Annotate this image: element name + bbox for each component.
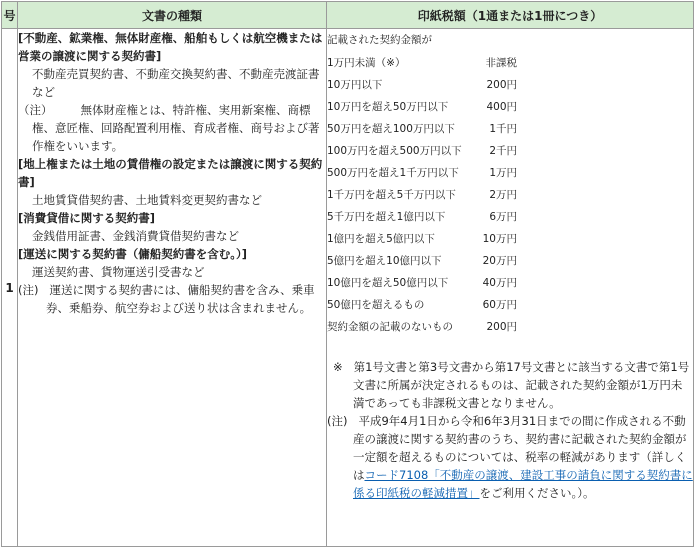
tax-intro: 記載された契約金額が [327, 34, 432, 46]
tax-bracket-row [327, 96, 693, 118]
reduction-note [327, 412, 693, 502]
header-stamp-tax: 印紙税額（1通または1冊につき） [327, 2, 694, 29]
tax-bracket-row [327, 316, 693, 338]
reduction-code-link[interactable]: コード7108「不動産の譲渡、建設工事の請負に関する契約書に係る印紙税の軽減措置」 [353, 468, 693, 500]
document-types-cell [18, 29, 327, 547]
category-title: [消費貸借に関する契約書] [18, 211, 156, 225]
bracket-amount: 40万円 [482, 277, 517, 289]
tax-bracket-row [327, 140, 693, 162]
bracket-label: 契約金額の記載のないもの [327, 321, 453, 333]
bracket-label: 500万円を超え1千万円以下 [327, 167, 459, 179]
category-title: [運送に関する契約書（傭船契約書を含む。）] [18, 247, 248, 261]
bracket-label: 1千万円を超え5千万円以下 [327, 189, 456, 201]
category-title: [不動産、鉱業権、無体財産権、船舶もしくは航空機または営業の譲渡に関する契約書] [18, 31, 323, 63]
bracket-label: 10万円以下 [327, 79, 383, 91]
table-row [2, 29, 694, 547]
tax-notes [327, 358, 693, 502]
bracket-amount: 1万円 [489, 167, 517, 179]
bracket-label: 5千万円を超え1億円以下 [327, 211, 446, 223]
category-examples: 不動産売買契約書、不動産交換契約書、不動産売渡証書など [32, 67, 320, 99]
tax-bracket-row [327, 272, 693, 294]
header-row [2, 2, 694, 29]
bracket-label: 5億円を超え10億円以下 [327, 255, 442, 267]
note-mark: （注） [18, 103, 53, 117]
bracket-amount: 60万円 [482, 299, 517, 311]
category-examples: 運送契約書、貨物運送引受書など [32, 265, 205, 279]
header-documents: 文書の種類 [18, 2, 327, 29]
bracket-label: 1万円未満（※） [327, 57, 406, 69]
header-number: 号 [2, 2, 18, 29]
category-note [18, 101, 326, 155]
tax-bracket-row [327, 228, 693, 250]
bracket-amount: 200円 [486, 321, 517, 333]
bracket-amount: 400円 [486, 101, 517, 113]
bracket-label: 10万円を超え50万円以下 [327, 101, 449, 113]
bracket-label: 50億円を超えるもの [327, 299, 425, 311]
row-number: 1 [2, 29, 18, 547]
reduction-note-tail: をご利用ください。）。 [479, 486, 595, 500]
bracket-amount: 10万円 [482, 233, 517, 245]
category-title: [地上権または土地の賃借権の設定または譲渡に関する契約書] [18, 157, 323, 189]
note-mark: (注) [18, 283, 39, 297]
bracket-label: 100万円を超え500万円以下 [327, 145, 462, 157]
star-note [327, 358, 693, 412]
note-text: 無体財産権とは、特許権、実用新案権、商標権、意匠権、回路配置利用権、育成者権、商号および著作権をいいます。 [32, 103, 320, 153]
tax-bracket-row [327, 250, 693, 272]
category-examples: 金銭借用証書、金銭消費貸借契約書など [32, 229, 239, 243]
tax-bracket-row [327, 184, 693, 206]
category-examples: 土地賃貸借契約書、土地賃料変更契約書など [32, 193, 262, 207]
bracket-amount: 2千円 [489, 145, 517, 157]
tax-bracket-row [327, 162, 693, 184]
bracket-label: 50万円を超え100万円以下 [327, 123, 455, 135]
tax-bracket-row [327, 206, 693, 228]
stamp-tax-cell [327, 29, 694, 547]
bracket-label: 10億円を超え50億円以下 [327, 277, 449, 289]
bracket-amount: 6万円 [489, 211, 517, 223]
star-note-text: 第1号文書と第3号文書から第17号文書とに該当する文書で第1号文書に所属が決定されるものは、記載された契約金額が1万円未満であっても非課税文書となりません。 [353, 360, 690, 410]
stamp-tax-table [1, 1, 694, 547]
note-mark: (注) [327, 414, 348, 428]
star-mark: ※ [333, 360, 343, 374]
bracket-amount: 非課税 [485, 57, 517, 69]
note-text: 運送に関する契約書には、傭船契約書を含み、乗車券、乗船券、航空券および送り状は含まれません。 [46, 283, 315, 315]
reduction-note-text: 平成9年4月1日から令和6年3月31日までの間に作成される不動産の譲渡に関する契約書のうち、契約書に記載された契約金額が一定額を超えるものについては、税率の軽減があります（詳しくは [353, 414, 687, 482]
bracket-amount: 200円 [486, 79, 517, 91]
tax-bracket-row [327, 52, 693, 74]
bracket-amount: 20万円 [482, 255, 517, 267]
tax-bracket-row [327, 74, 693, 96]
tax-bracket-row [327, 294, 693, 316]
bracket-amount: 2万円 [489, 189, 517, 201]
tax-bracket-row [327, 118, 693, 140]
category-note [18, 281, 326, 317]
bracket-label: 1億円を超え5億円以下 [327, 233, 435, 245]
tax-bracket-list [327, 52, 693, 338]
bracket-amount: 1千円 [489, 123, 517, 135]
